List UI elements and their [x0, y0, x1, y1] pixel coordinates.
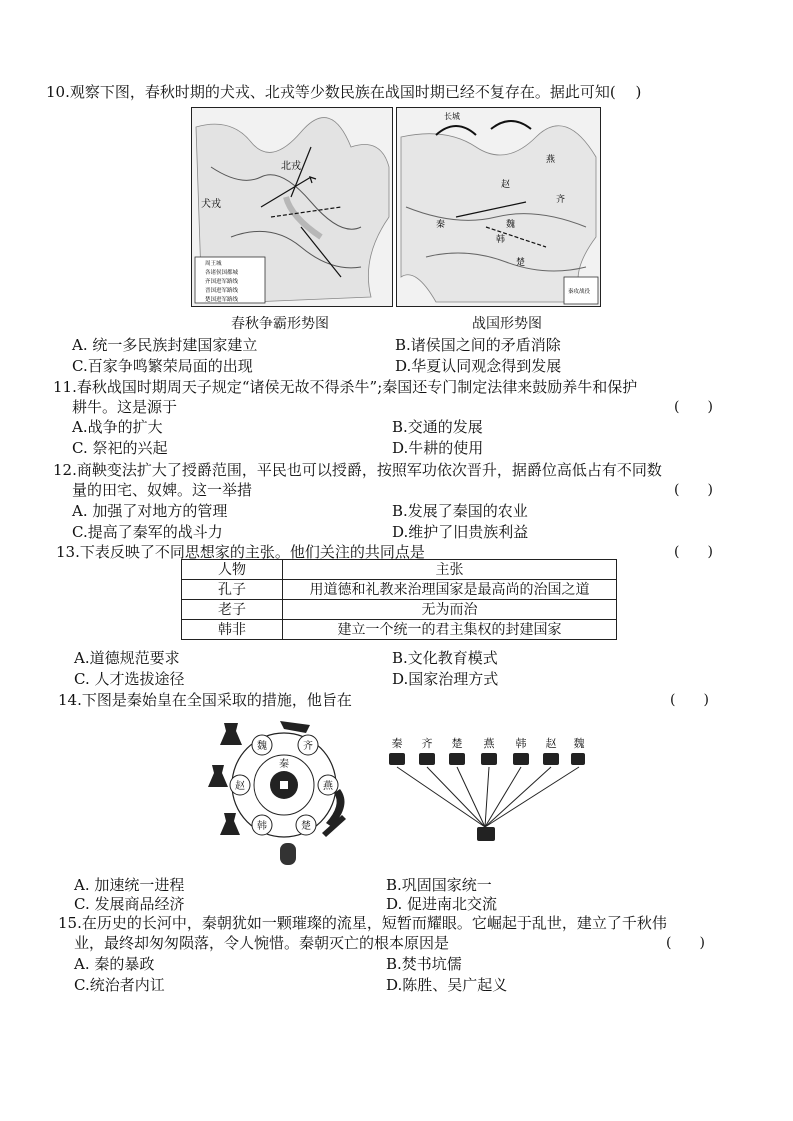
ancient-glyph-icon [389, 753, 585, 765]
q15-stem-line1: 15.在历史的长河中，秦朝犹如一颗璀璨的流星，短暂而耀眼。它崛起于乱世，建立了千秋伟 [58, 914, 667, 932]
svg-text:燕: 燕 [546, 155, 556, 165]
q14-option-d: D. 促进南北交流 [386, 895, 498, 913]
svg-text:魏: 魏 [573, 737, 585, 750]
svg-text:楚国进军路线: 楚国进军路线 [205, 297, 239, 303]
q13-stem: 13.下表反映了不同思想家的主张。他们关注的共同点是 [56, 543, 425, 561]
svg-text:齐: 齐 [556, 195, 566, 205]
table-row [182, 600, 617, 620]
svg-text:齐: 齐 [303, 741, 313, 752]
table-cell: 老子 [182, 600, 283, 620]
svg-text:赵: 赵 [235, 781, 245, 792]
svg-text:秦: 秦 [391, 737, 403, 750]
q15-answer-paren: ( ) [666, 935, 705, 951]
svg-text:燕: 燕 [483, 737, 495, 750]
q14-option-a: A. 加速统一进程 [74, 876, 185, 894]
q11-answer-paren: ( ) [674, 399, 713, 415]
table-cell: 用道德和礼教来治理国家是最高尚的治国之道 [283, 580, 617, 600]
map1-caption: 春秋争霸形势图 [231, 316, 329, 332]
svg-text:韩: 韩 [515, 737, 527, 750]
label-great-wall: 长城 [444, 112, 460, 121]
q15-option-c: C.统治者内讧 [74, 976, 165, 994]
warring-states-map [396, 107, 601, 307]
coin-unification-figure [202, 715, 362, 865]
q11-stem-line2: 耕牛。这是源于 [72, 398, 178, 416]
q11-option-a: A.战争的扩大 [72, 418, 163, 436]
svg-text:秦: 秦 [436, 220, 446, 230]
q12-option-b: B.发展了秦国的农业 [392, 502, 528, 520]
label-beirong: 北戎 [281, 161, 301, 172]
ant-nose-coin-icon [280, 843, 296, 865]
svg-text:魏: 魏 [257, 741, 267, 752]
q12-stem-line2: 量的田宅、奴婢。这一举措 [72, 481, 253, 499]
q15-stem-line2: 业，最终却匆匆陨落，令人惋惜。秦朝灭亡的根本原因是 [74, 934, 450, 952]
spring-autumn-map [191, 107, 393, 307]
script-unification-figure [385, 735, 585, 845]
svg-text:楚: 楚 [451, 737, 463, 750]
svg-text:秦: 秦 [279, 759, 289, 770]
q11-stem-line1: 11.春秋战国时期周天子规定“诸侯无故不得杀牛”;秦国还专门制定法律来鼓励养牛和保护 [53, 378, 638, 396]
q10-option-b: B.诸侯国之间的矛盾消除 [395, 336, 561, 354]
q15-option-a: A. 秦的暴政 [74, 955, 155, 973]
q12-answer-paren: ( ) [674, 482, 713, 498]
q11-option-d: D.牛耕的使用 [392, 439, 484, 457]
svg-text:秦攻战役: 秦攻战役 [568, 289, 591, 295]
q15-option-b: B.焚书坑儒 [386, 955, 462, 973]
table-cell: 无为而治 [283, 600, 617, 620]
svg-text:韩: 韩 [257, 821, 267, 832]
table-cell: 建立一个统一的君主集权的封建国家 [283, 620, 617, 640]
q12-option-c: C.提高了秦军的战斗力 [72, 523, 223, 541]
q10-option-c: C.百家争鸣繁荣局面的出现 [72, 357, 253, 375]
q13-answer-paren: ( ) [674, 544, 713, 560]
table-cell: 韩非 [182, 620, 283, 640]
q12-option-d: D.维护了旧贵族利益 [392, 523, 529, 541]
q11-option-c: C. 祭祀的兴起 [72, 439, 168, 457]
svg-text:周王城: 周王城 [205, 261, 222, 267]
svg-text:齐: 齐 [421, 737, 433, 750]
svg-text:晋国进军路线: 晋国进军路线 [205, 288, 239, 294]
table-row [182, 620, 617, 640]
svg-text:赵: 赵 [545, 737, 557, 750]
q14-answer-paren: ( ) [670, 692, 709, 708]
svg-text:魏: 魏 [506, 220, 516, 230]
q14-stem: 14.下图是秦始皇在全国采取的措施，他旨在 [58, 691, 352, 709]
map2-caption: 战国形势图 [472, 316, 542, 332]
q15-option-d: D.陈胜、吴广起义 [386, 976, 508, 994]
q10-option-d: D.华夏认同观念得到发展 [395, 357, 562, 375]
q13-option-c: C. 人才选拔途径 [74, 670, 185, 688]
q12-option-a: A. 加强了对地方的管理 [72, 502, 228, 520]
q14-option-c: C. 发展商品经济 [74, 895, 185, 913]
table-header: 人物 [182, 560, 283, 580]
table-header-row [182, 560, 617, 580]
svg-text:齐国进军路线: 齐国进军路线 [205, 279, 239, 285]
svg-text:赵: 赵 [501, 180, 511, 190]
q14-option-b: B.巩固国家统一 [386, 876, 492, 894]
q13-option-d: D.国家治理方式 [392, 670, 499, 688]
table-cell: 孔子 [182, 580, 283, 600]
svg-text:燕: 燕 [323, 781, 333, 792]
table-row [182, 580, 617, 600]
label-quanrong: 犬戎 [201, 199, 221, 210]
svg-text:韩: 韩 [496, 235, 506, 245]
svg-text:楚: 楚 [301, 821, 311, 832]
q13-option-b: B.文化教育模式 [392, 649, 498, 667]
q13-option-a: A.道德规范要求 [74, 649, 180, 667]
q11-option-b: B.交通的发展 [392, 418, 483, 436]
xiaozhuan-glyph-icon [477, 827, 495, 841]
q10-stem: 10.观察下图，春秋时期的犬戎、北戎等少数民族在战国时期已经不复存在。据此可知( ) [46, 83, 642, 101]
table-header: 主张 [283, 560, 617, 580]
q12-stem-line1: 12.商鞅变法扩大了授爵范围，平民也可以授爵，按照军功依次晋升，据爵位高低占有不同数 [53, 461, 662, 479]
q10-option-a: A. 统一多民族封建国家建立 [72, 336, 258, 354]
thinkers-table [181, 559, 617, 640]
svg-text:各诸侯国都城: 各诸侯国都城 [205, 270, 239, 276]
svg-text:楚: 楚 [516, 258, 526, 268]
